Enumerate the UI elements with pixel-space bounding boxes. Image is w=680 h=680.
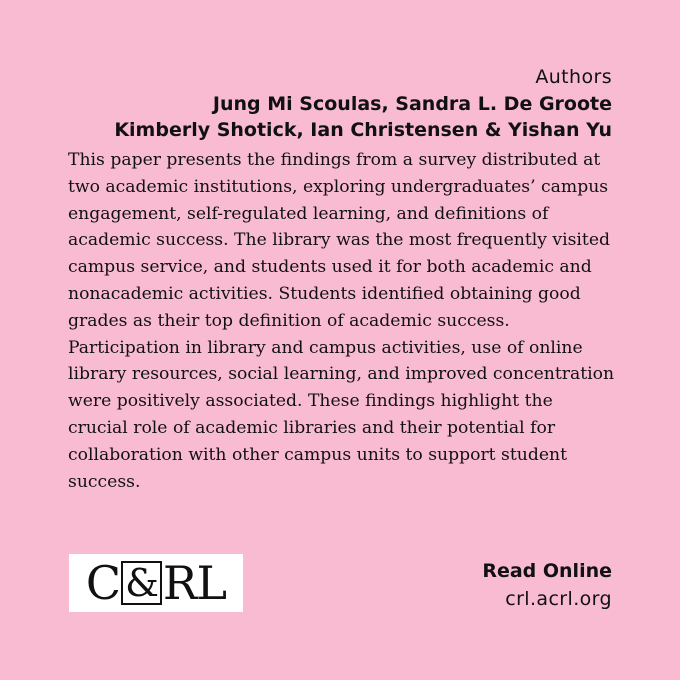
crl-logo: [69, 554, 243, 612]
authors-label: Authors: [535, 66, 612, 88]
read-online-link[interactable]: Read Online: [482, 560, 612, 582]
author-names-line-1: Jung Mi Scoulas, Sandra L. De Groote: [212, 93, 612, 115]
author-names-line-2: Kimberly Shotick, Ian Christensen & Yishan Yu: [114, 119, 612, 141]
logo-ampersand: &: [121, 561, 162, 605]
logo-letter-c: C: [85, 556, 121, 610]
abstract-text: This paper presents the findings from a survey distributed at two academic institutions, exploring undergraduates’ campus engagement, self-regulated learning, and definitions of academic success. The library was the most frequently visited campus service, and students used it for both academic and nonacademic activities. Students identified obtaining good grades as their top definition of academic success. Participation in library and campus activities, use of online library resources, social learning, and improved concentration were positively associated. These findings highlight the crucial role of academic libraries and their potential for collaboration with other campus units to support student success.: [68, 150, 615, 492]
site-url-link[interactable]: crl.acrl.org: [505, 588, 612, 610]
logo-letters-rl: RL: [162, 556, 227, 610]
